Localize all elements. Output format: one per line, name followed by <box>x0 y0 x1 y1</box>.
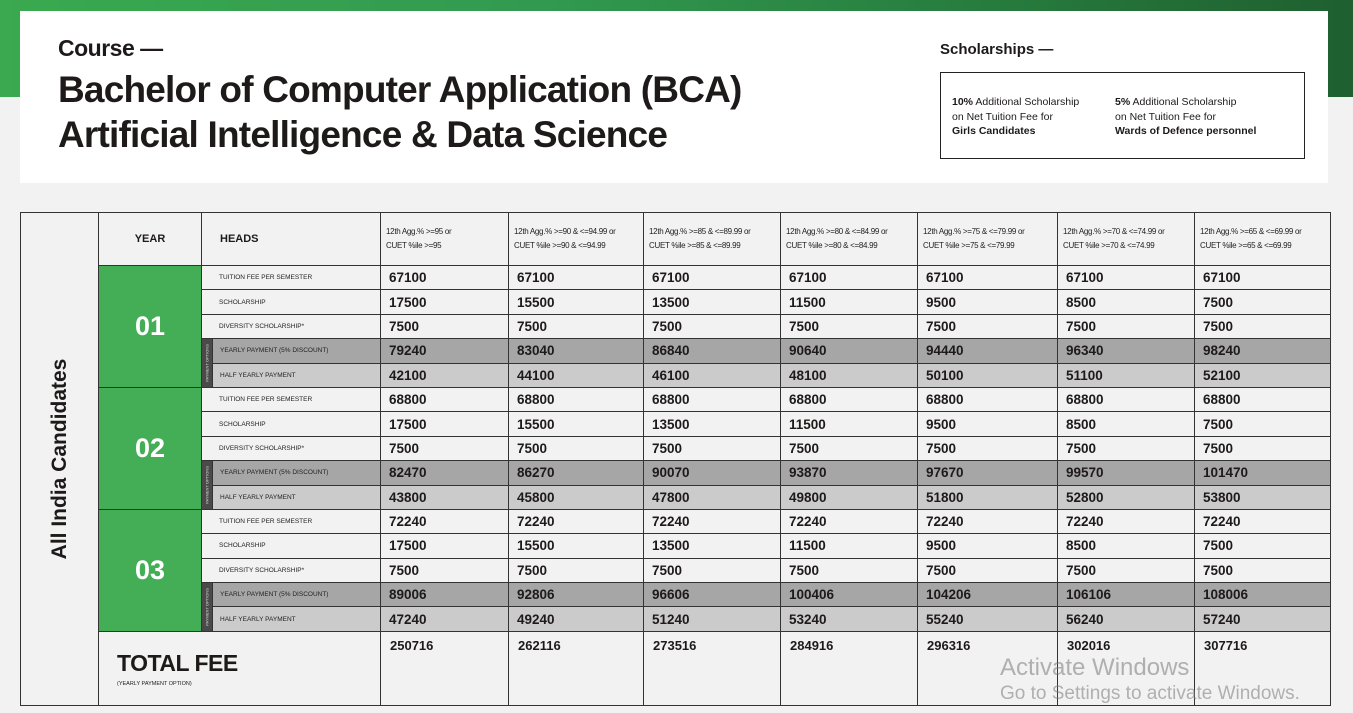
fee-value: 7500 <box>918 558 1058 582</box>
fee-value: 11500 <box>781 534 918 558</box>
fee-value: 7500 <box>1195 412 1331 436</box>
fee-value: 7500 <box>509 314 644 338</box>
fee-value: 67100 <box>781 266 918 290</box>
criteria-line: CUET %ile >=95 <box>386 241 442 250</box>
course-card <box>20 11 1328 183</box>
table-row <box>21 461 1331 485</box>
fee-value: 96340 <box>1058 339 1195 363</box>
criteria-line: CUET %ile >=80 & <=84.99 <box>786 241 878 250</box>
total-value: 296316 <box>918 631 1058 705</box>
payment-options-label: PAYMENT OPTIONS <box>204 588 210 626</box>
fee-value: 56240 <box>1058 607 1195 631</box>
fee-value: 94440 <box>918 339 1058 363</box>
head-label: HALF YEARLY PAYMENT <box>213 607 381 631</box>
fee-value: 46100 <box>644 363 781 387</box>
fee-value: 67100 <box>918 266 1058 290</box>
head-label: YEARLY PAYMENT (5% DISCOUNT) <box>213 339 381 363</box>
total-sublabel: (YEARLY PAYMENT OPTION) <box>117 680 192 687</box>
fee-value: 68800 <box>1195 387 1331 411</box>
fee-value: 99570 <box>1058 461 1195 485</box>
total-label: TOTAL FEE <box>117 649 238 676</box>
head-label: HALF YEARLY PAYMENT <box>213 485 381 509</box>
fee-value: 92806 <box>509 583 644 607</box>
fee-value: 67100 <box>509 266 644 290</box>
scholarship-target: Girls Candidates <box>952 125 1036 137</box>
fee-value: 53800 <box>1195 485 1331 509</box>
fee-value: 17500 <box>381 290 509 314</box>
fee-value: 13500 <box>644 290 781 314</box>
total-label-cell <box>99 631 381 705</box>
year-cell: 02 <box>99 387 202 509</box>
table-row <box>21 558 1331 582</box>
table-row <box>21 363 1331 387</box>
table-row <box>21 436 1331 460</box>
year-header: YEAR <box>99 213 202 266</box>
fee-value: 7500 <box>918 436 1058 460</box>
fee-value: 7500 <box>1195 290 1331 314</box>
scholarship-pct: 5% <box>1115 96 1131 108</box>
fee-value: 7500 <box>781 436 918 460</box>
head-label: YEARLY PAYMENT (5% DISCOUNT) <box>213 461 381 485</box>
criteria-line: 12th Agg.% >=90 & <=94.99 or <box>514 227 616 236</box>
fee-value: 11500 <box>781 412 918 436</box>
fee-value: 8500 <box>1058 290 1195 314</box>
table-row <box>21 412 1331 436</box>
fee-value: 72240 <box>781 509 918 533</box>
fee-value: 108006 <box>1195 583 1331 607</box>
fee-value: 83040 <box>509 339 644 363</box>
fee-value: 13500 <box>644 412 781 436</box>
fee-value: 47800 <box>644 485 781 509</box>
criteria-line: CUET %ile >=65 & <=69.99 <box>1200 241 1292 250</box>
table-row <box>21 534 1331 558</box>
fee-value: 17500 <box>381 412 509 436</box>
head-label: SCHOLARSHIP <box>202 290 381 314</box>
fee-value: 51800 <box>918 485 1058 509</box>
title-line-2: Artificial Intelligence & Data Science <box>58 114 668 155</box>
criteria-line: 12th Agg.% >=95 or <box>386 227 452 236</box>
watermark-subtitle: Go to Settings to activate Windows. <box>1000 683 1300 704</box>
criteria-header <box>1195 213 1331 266</box>
fee-value: 17500 <box>381 534 509 558</box>
table-row <box>21 607 1331 631</box>
fee-value: 72240 <box>381 509 509 533</box>
fee-value: 49240 <box>509 607 644 631</box>
year-cell: 03 <box>99 509 202 631</box>
fee-value: 44100 <box>509 363 644 387</box>
criteria-line: CUET %ile >=75 & <=79.99 <box>923 241 1015 250</box>
fee-value: 9500 <box>918 412 1058 436</box>
fee-value: 68800 <box>509 387 644 411</box>
table-row <box>21 509 1331 533</box>
table-row <box>21 266 1331 290</box>
fee-value: 93870 <box>781 461 918 485</box>
total-value: 273516 <box>644 631 781 705</box>
fee-value: 7500 <box>781 314 918 338</box>
fee-value: 67100 <box>644 266 781 290</box>
fee-value: 68800 <box>918 387 1058 411</box>
fee-value: 15500 <box>509 534 644 558</box>
fee-value: 49800 <box>781 485 918 509</box>
fee-value: 48100 <box>781 363 918 387</box>
scholarship-pct: 10% <box>952 96 974 108</box>
course-label: Course — <box>58 35 163 61</box>
fee-value: 7500 <box>1058 314 1195 338</box>
fee-value: 45800 <box>509 485 644 509</box>
fee-value: 43800 <box>381 485 509 509</box>
criteria-header <box>644 213 781 266</box>
fee-value: 67100 <box>381 266 509 290</box>
criteria-header <box>781 213 918 266</box>
fee-value: 9500 <box>918 290 1058 314</box>
fee-value: 7500 <box>1195 534 1331 558</box>
head-label: DIVERSITY SCHOLARSHIP* <box>202 436 381 460</box>
side-label: All India Candidates <box>47 358 71 560</box>
fee-value: 13500 <box>644 534 781 558</box>
fee-value: 104206 <box>918 583 1058 607</box>
fee-value: 7500 <box>918 314 1058 338</box>
table-row <box>21 339 1331 363</box>
scholarship-girls <box>952 95 1112 139</box>
fee-value: 42100 <box>381 363 509 387</box>
fee-value: 52800 <box>1058 485 1195 509</box>
fee-value: 72240 <box>1058 509 1195 533</box>
scholarship-text: on Net Tuition Fee for <box>952 110 1053 123</box>
table-row <box>21 314 1331 338</box>
payment-options-strip <box>202 583 213 632</box>
payment-options-strip <box>202 461 213 510</box>
side-label-cell <box>21 213 99 706</box>
criteria-header <box>1058 213 1195 266</box>
criteria-line: 12th Agg.% >=80 & <=84.99 or <box>786 227 888 236</box>
heads-header: HEADS <box>202 213 381 266</box>
scholarship-text: Additional Scholarship <box>1130 96 1237 108</box>
payment-options-label: PAYMENT OPTIONS <box>204 466 210 504</box>
fee-value: 7500 <box>1195 436 1331 460</box>
fee-value: 7500 <box>381 436 509 460</box>
fee-value: 7500 <box>644 558 781 582</box>
head-label: DIVERSITY SCHOLARSHIP* <box>202 558 381 582</box>
fee-value: 90640 <box>781 339 918 363</box>
fee-value: 7500 <box>1195 314 1331 338</box>
fee-value: 97670 <box>918 461 1058 485</box>
fee-value: 89006 <box>381 583 509 607</box>
scholarship-text: Additional Scholarship <box>973 96 1080 108</box>
fee-value: 72240 <box>509 509 644 533</box>
total-value: 250716 <box>381 631 509 705</box>
scholarships-heading: Scholarships — <box>940 41 1054 58</box>
fee-value: 72240 <box>918 509 1058 533</box>
fee-value: 7500 <box>781 558 918 582</box>
fee-value: 72240 <box>644 509 781 533</box>
title-line-1: Bachelor of Computer Application (BCA) <box>58 69 742 110</box>
fee-value: 15500 <box>509 290 644 314</box>
criteria-line: CUET %ile >=90 & <=94.99 <box>514 241 606 250</box>
scholarship-defence <box>1115 95 1300 139</box>
fee-value: 7500 <box>381 314 509 338</box>
table-row <box>21 485 1331 509</box>
table-row <box>21 583 1331 607</box>
fee-value: 7500 <box>509 558 644 582</box>
fee-table <box>20 212 1331 706</box>
fee-value: 47240 <box>381 607 509 631</box>
head-label: TUITION FEE PER SEMESTER <box>202 266 381 290</box>
scholarship-target: Wards of Defence personnel <box>1115 125 1257 137</box>
fee-value: 7500 <box>1058 558 1195 582</box>
fee-value: 68800 <box>381 387 509 411</box>
head-label: SCHOLARSHIP <box>202 412 381 436</box>
total-value: 302016 <box>1058 631 1195 705</box>
total-value: 307716 <box>1195 631 1331 705</box>
criteria-line: 12th Agg.% >=70 & <=74.99 or <box>1063 227 1165 236</box>
scholarship-text: on Net Tuition Fee for <box>1115 110 1216 123</box>
year-cell: 01 <box>99 266 202 388</box>
criteria-header <box>509 213 644 266</box>
fee-value: 67100 <box>1195 266 1331 290</box>
fee-value: 68800 <box>781 387 918 411</box>
fee-value: 86270 <box>509 461 644 485</box>
fee-value: 86840 <box>644 339 781 363</box>
total-value: 262116 <box>509 631 644 705</box>
fee-value: 7500 <box>509 436 644 460</box>
fee-value: 51240 <box>644 607 781 631</box>
fee-value: 7500 <box>1195 558 1331 582</box>
head-label: HALF YEARLY PAYMENT <box>213 363 381 387</box>
fee-value: 68800 <box>1058 387 1195 411</box>
course-title <box>58 67 742 157</box>
fee-value: 90070 <box>644 461 781 485</box>
fee-value: 11500 <box>781 290 918 314</box>
head-label: TUITION FEE PER SEMESTER <box>202 509 381 533</box>
watermark-title: Activate Windows <box>1000 654 1190 681</box>
fee-value: 96606 <box>644 583 781 607</box>
fee-value: 100406 <box>781 583 918 607</box>
criteria-line: CUET %ile >=70 & <=74.99 <box>1063 241 1155 250</box>
fee-value: 53240 <box>781 607 918 631</box>
table-row <box>21 290 1331 314</box>
payment-options-label: PAYMENT OPTIONS <box>204 344 210 382</box>
fee-value: 57240 <box>1195 607 1331 631</box>
criteria-header <box>918 213 1058 266</box>
table-row <box>21 387 1331 411</box>
fee-value: 7500 <box>1058 436 1195 460</box>
criteria-line: CUET %ile >=85 & <=89.99 <box>649 241 741 250</box>
fee-value: 8500 <box>1058 534 1195 558</box>
fee-value: 68800 <box>644 387 781 411</box>
fee-value: 9500 <box>918 534 1058 558</box>
fee-value: 50100 <box>918 363 1058 387</box>
head-label: DIVERSITY SCHOLARSHIP* <box>202 314 381 338</box>
fee-value: 7500 <box>644 314 781 338</box>
head-label: YEARLY PAYMENT (5% DISCOUNT) <box>213 583 381 607</box>
criteria-line: 12th Agg.% >=65 & <=69.99 or <box>1200 227 1302 236</box>
fee-value: 79240 <box>381 339 509 363</box>
head-label: TUITION FEE PER SEMESTER <box>202 387 381 411</box>
fee-value: 7500 <box>381 558 509 582</box>
fee-value: 52100 <box>1195 363 1331 387</box>
head-label: SCHOLARSHIP <box>202 534 381 558</box>
criteria-line: 12th Agg.% >=75 & <=79.99 or <box>923 227 1025 236</box>
fee-value: 82470 <box>381 461 509 485</box>
fee-value: 106106 <box>1058 583 1195 607</box>
total-value: 284916 <box>781 631 918 705</box>
fee-value: 7500 <box>644 436 781 460</box>
fee-value: 101470 <box>1195 461 1331 485</box>
fee-value: 72240 <box>1195 509 1331 533</box>
fee-value: 8500 <box>1058 412 1195 436</box>
fee-value: 67100 <box>1058 266 1195 290</box>
criteria-line: 12th Agg.% >=85 & <=89.99 or <box>649 227 751 236</box>
scholarships-box <box>940 72 1305 159</box>
fee-value: 98240 <box>1195 339 1331 363</box>
fee-value: 15500 <box>509 412 644 436</box>
fee-value: 55240 <box>918 607 1058 631</box>
fee-value: 51100 <box>1058 363 1195 387</box>
payment-options-strip <box>202 339 213 388</box>
criteria-header <box>381 213 509 266</box>
